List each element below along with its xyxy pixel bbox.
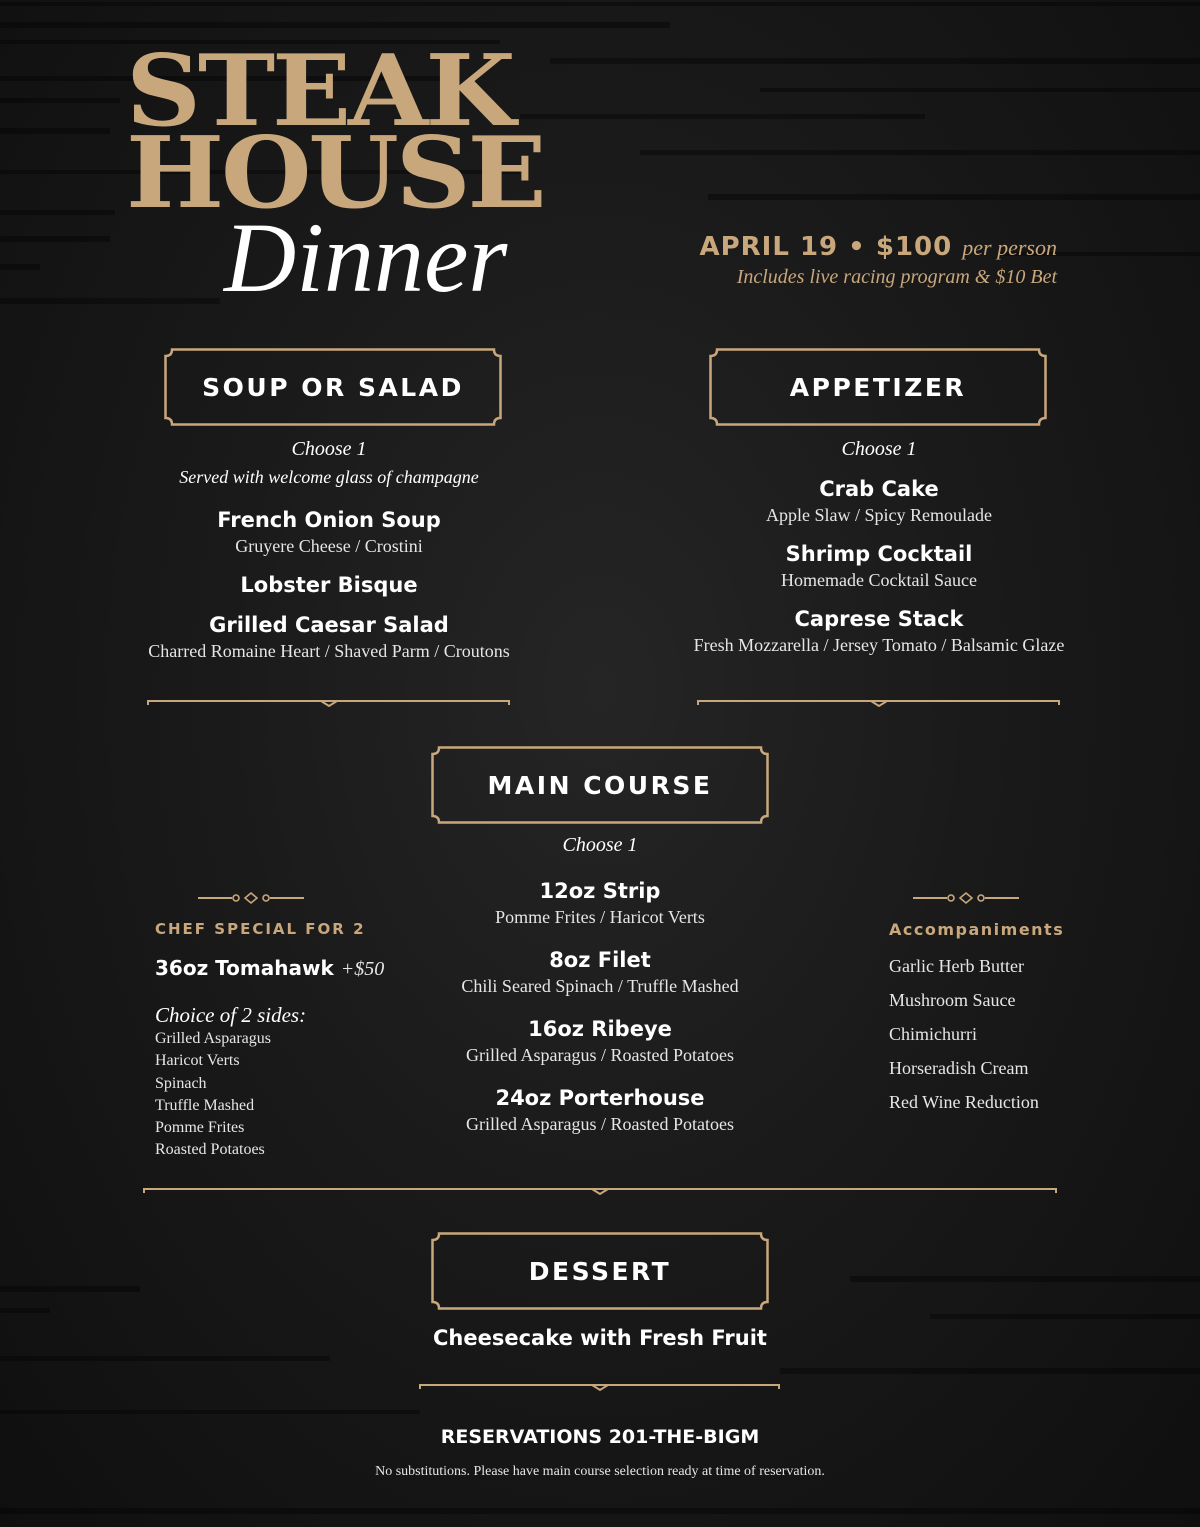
dessert-frame <box>431 1232 769 1310</box>
soup-salad-choose: Choose 1 <box>291 438 367 460</box>
side-item: Truffle Mashed <box>155 1096 255 1114</box>
side-item: Roasted Potatoes <box>155 1141 265 1159</box>
section-divider <box>147 696 511 708</box>
chef-special-price: +$50 <box>340 958 385 980</box>
menu-item <box>100 613 558 662</box>
accompaniments <box>889 890 1129 1119</box>
appetizer-frame <box>709 348 1047 426</box>
accompaniment-item: Chimichurri <box>889 1024 977 1044</box>
section-divider <box>143 1184 1058 1196</box>
item-name: 24oz Porterhouse <box>495 1086 705 1110</box>
item-desc: Fresh Mozzarella / Jersey Tomato / Balsamic Glaze <box>693 635 1065 655</box>
main-course-frame <box>431 746 769 824</box>
side-item: Haricot Verts <box>155 1052 240 1070</box>
accompaniments-list <box>889 949 1129 1119</box>
main-course-heading: MAIN COURSE <box>487 770 713 800</box>
chef-special-heading: CHEF SPECIAL FOR 2 <box>155 920 366 938</box>
footer-note: No substitutions. Please have main course selection ready at time of reservation. <box>375 1464 825 1479</box>
soup-salad-served: Served with welcome glass of champagne <box>179 467 479 487</box>
sides-heading: Choice of 2 sides: <box>155 1003 307 1027</box>
menu-item <box>650 477 1108 526</box>
side-item: Grilled Asparagus <box>155 1030 271 1047</box>
section-divider <box>697 696 1061 708</box>
menu-item <box>650 542 1108 591</box>
title-block <box>126 34 546 313</box>
title-dinner: Dinner <box>224 202 508 313</box>
appetizer-column <box>650 438 1108 656</box>
item-name: 8oz Filet <box>549 948 651 972</box>
event-includes: Includes live racing program & $10 Bet <box>736 266 1057 288</box>
menu-item <box>650 607 1108 656</box>
item-desc: Homemade Cocktail Sauce <box>781 570 977 590</box>
event-info <box>699 232 1057 289</box>
item-name: Lobster Bisque <box>240 573 418 597</box>
item-name: 16oz Ribeye <box>528 1017 672 1041</box>
event-date-price <box>699 232 1057 262</box>
chef-special-name: 36oz Tomahawk <box>155 956 334 980</box>
accompaniments-heading: Accompaniments <box>889 920 1065 939</box>
reservations-line: RESERVATIONS 201-THE-BIGM <box>440 1426 760 1448</box>
section-divider <box>419 1380 781 1392</box>
menu-item <box>100 573 558 597</box>
item-name: French Onion Soup <box>217 508 441 532</box>
soup-salad-heading: SOUP OR SALAD <box>202 372 464 402</box>
main-course-choose: Choose 1 <box>562 834 638 856</box>
item-name: Grilled Caesar Salad <box>209 613 449 637</box>
title-house: HOUSE <box>126 116 544 231</box>
menu-item <box>400 1086 800 1135</box>
main-course-column <box>400 834 800 1135</box>
item-desc: Charred Romaine Heart / Shaved Parm / Croutons <box>148 641 510 661</box>
accompaniment-item: Mushroom Sauce <box>889 990 1016 1010</box>
event-date-price-text: APRIL 19 • $100 <box>699 232 953 262</box>
item-name: Crab Cake <box>819 477 939 501</box>
soup-salad-column <box>100 438 558 662</box>
item-desc: Grilled Asparagus / Roasted Potatoes <box>466 1114 734 1134</box>
menu-item <box>400 948 800 997</box>
item-desc: Gruyere Cheese / Crostini <box>235 536 423 556</box>
per-person-text: per person <box>962 235 1057 260</box>
accompaniment-item: Garlic Herb Butter <box>889 956 1024 976</box>
accompaniment-item: Red Wine Reduction <box>889 1092 1039 1112</box>
side-item: Pomme Frites <box>155 1119 245 1137</box>
item-desc: Pomme Frites / Haricot Verts <box>495 907 705 927</box>
item-desc: Grilled Asparagus / Roasted Potatoes <box>466 1045 734 1065</box>
chef-special <box>155 890 415 1162</box>
menu-item <box>400 1017 800 1066</box>
item-desc: Chili Seared Spinach / Truffle Mashed <box>461 976 739 996</box>
item-name: 12oz Strip <box>539 879 661 903</box>
item-desc: Apple Slaw / Spicy Remoulade <box>766 505 992 525</box>
menu-item <box>400 879 800 928</box>
dessert-heading: DESSERT <box>528 1256 672 1286</box>
menu-item <box>100 508 558 557</box>
item-name: Shrimp Cocktail <box>785 542 973 566</box>
title-steak: STEAK <box>126 34 513 149</box>
accompaniment-item: Horseradish Cream <box>889 1058 1029 1078</box>
soup-salad-frame <box>164 348 502 426</box>
appetizer-heading: APPETIZER <box>789 372 967 402</box>
side-item: Spinach <box>155 1074 207 1092</box>
dessert-item: Cheesecake with Fresh Fruit <box>433 1326 767 1350</box>
appetizer-choose: Choose 1 <box>841 438 917 460</box>
chef-special-item <box>155 956 415 981</box>
item-name: Caprese Stack <box>794 607 964 631</box>
